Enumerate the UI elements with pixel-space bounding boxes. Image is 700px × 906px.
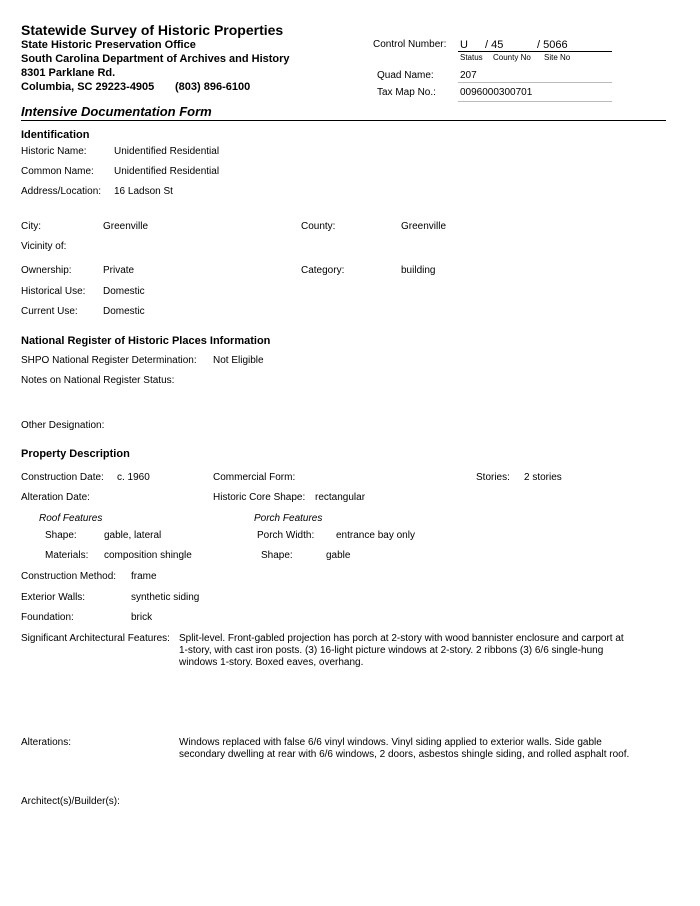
category-label: Category: — [301, 265, 345, 276]
stories-value: 2 stories — [524, 472, 562, 483]
historical-use-label: Historical Use: — [21, 286, 86, 297]
foundation-value: brick — [131, 612, 153, 623]
construction-method-label: Construction Method: — [21, 571, 117, 582]
core-shape-label: Historic Core Shape: — [213, 492, 306, 503]
city-value: Greenville — [103, 221, 149, 232]
commercial-form-label: Commercial Form: — [213, 472, 296, 483]
porch-width-label: Porch Width: — [257, 530, 315, 541]
other-designation-label: Other Designation: — [21, 420, 105, 431]
county-value: Greenville — [401, 221, 447, 232]
street-address: 8301 Parklane Rd. — [21, 67, 116, 79]
phone-number: (803) 896-6100 — [175, 81, 251, 93]
common-name-value: Unidentified Residential — [114, 166, 220, 177]
tax-map-value: 0096000300701 — [460, 87, 533, 98]
foundation-label: Foundation: — [21, 612, 74, 623]
construction-date-label: Construction Date: — [21, 472, 104, 483]
porch-shape-label: Shape: — [261, 550, 293, 561]
department-name: South Carolina Department of Archives and History — [21, 53, 290, 65]
status-sublabel: Status — [460, 53, 483, 62]
quad-name-underline — [458, 82, 612, 83]
nr-determination-label: SHPO National Register Determination: — [21, 355, 197, 366]
current-use-label: Current Use: — [21, 306, 78, 317]
identification-heading: Identification — [21, 129, 90, 141]
address-value: 16 Ladson St — [114, 186, 173, 197]
roof-shape-value: gable, lateral — [104, 530, 162, 541]
historical-use-value: Domestic — [103, 286, 145, 297]
control-county-value: / 45 — [485, 39, 504, 51]
county-label: County: — [301, 221, 336, 232]
property-description-heading: Property Description — [21, 448, 130, 460]
city-line: Columbia, SC 29223-4905 — [21, 81, 155, 93]
roof-features-heading: Roof Features — [39, 513, 103, 524]
exterior-walls-label: Exterior Walls: — [21, 592, 86, 603]
architectural-features-label: Significant Architectural Features: — [21, 633, 170, 644]
common-name-label: Common Name: — [21, 166, 94, 177]
control-site-value: / 5066 — [537, 39, 568, 51]
ownership-value: Private — [103, 265, 135, 276]
core-shape-value: rectangular — [315, 492, 366, 503]
site-no-sublabel: Site No — [544, 53, 571, 62]
stories-label: Stories: — [476, 472, 510, 483]
form-title: Intensive Documentation Form — [21, 104, 212, 119]
construction-method-value: frame — [131, 571, 157, 582]
form-title-rule — [21, 120, 666, 121]
construction-date-value: c. 1960 — [117, 472, 150, 483]
exterior-walls-value: synthetic siding — [131, 592, 200, 603]
ownership-label: Ownership: — [21, 265, 72, 276]
national-register-heading: National Register of Historic Places Information — [21, 335, 271, 347]
current-use-value: Domestic — [103, 306, 145, 317]
porch-shape-value: gable — [326, 550, 351, 561]
nr-determination-value: Not Eligible — [213, 355, 264, 366]
porch-width-value: entrance bay only — [336, 530, 415, 541]
architectural-features-value: Split-level. Front-gabled projection has porch at 2-story with wood bannister enclosure and carport at 1-story, with cast iron posts. (3) 16-light picture windows at 2-story. 2 ribbons (3) 6/6 single-hung windows 1-story. Boxed eaves, overhang. — [179, 633, 624, 668]
tax-map-label: Tax Map No.: — [377, 87, 436, 98]
survey-title: Statewide Survey of Historic Properties — [21, 22, 284, 38]
quad-name-label: Quad Name: — [377, 70, 434, 81]
control-status-value: U — [460, 39, 468, 51]
category-value: building — [401, 265, 436, 276]
architect-builder-label: Architect(s)/Builder(s): — [21, 796, 120, 807]
alterations-label: Alterations: — [21, 737, 72, 748]
address-label: Address/Location: — [21, 186, 102, 197]
roof-shape-label: Shape: — [45, 530, 77, 541]
quad-name-value: 207 — [460, 70, 477, 81]
tax-map-underline — [458, 101, 612, 102]
control-number-label: Control Number: — [373, 39, 447, 50]
office-name: State Historic Preservation Office — [21, 39, 196, 51]
alterations-value: Windows replaced with false 6/6 vinyl windows. Vinyl siding applied to exterior walls. Side gable secondary dwelling at rear with 6/6 windows, 2 doors, asbestos shingle siding, and rolled asphalt roof. — [179, 737, 630, 760]
control-number-underline — [458, 51, 612, 52]
vicinity-label: Vicinity of: — [21, 241, 67, 252]
nr-notes-label: Notes on National Register Status: — [21, 375, 175, 386]
roof-materials-value: composition shingle — [104, 550, 192, 561]
city-label: City: — [21, 221, 41, 232]
historic-name-value: Unidentified Residential — [114, 146, 220, 157]
county-no-sublabel: County No — [493, 53, 531, 62]
roof-materials-label: Materials: — [45, 550, 89, 561]
porch-features-heading: Porch Features — [254, 513, 323, 524]
historic-name-label: Historic Name: — [21, 146, 87, 157]
alteration-date-label: Alteration Date: — [21, 492, 90, 503]
